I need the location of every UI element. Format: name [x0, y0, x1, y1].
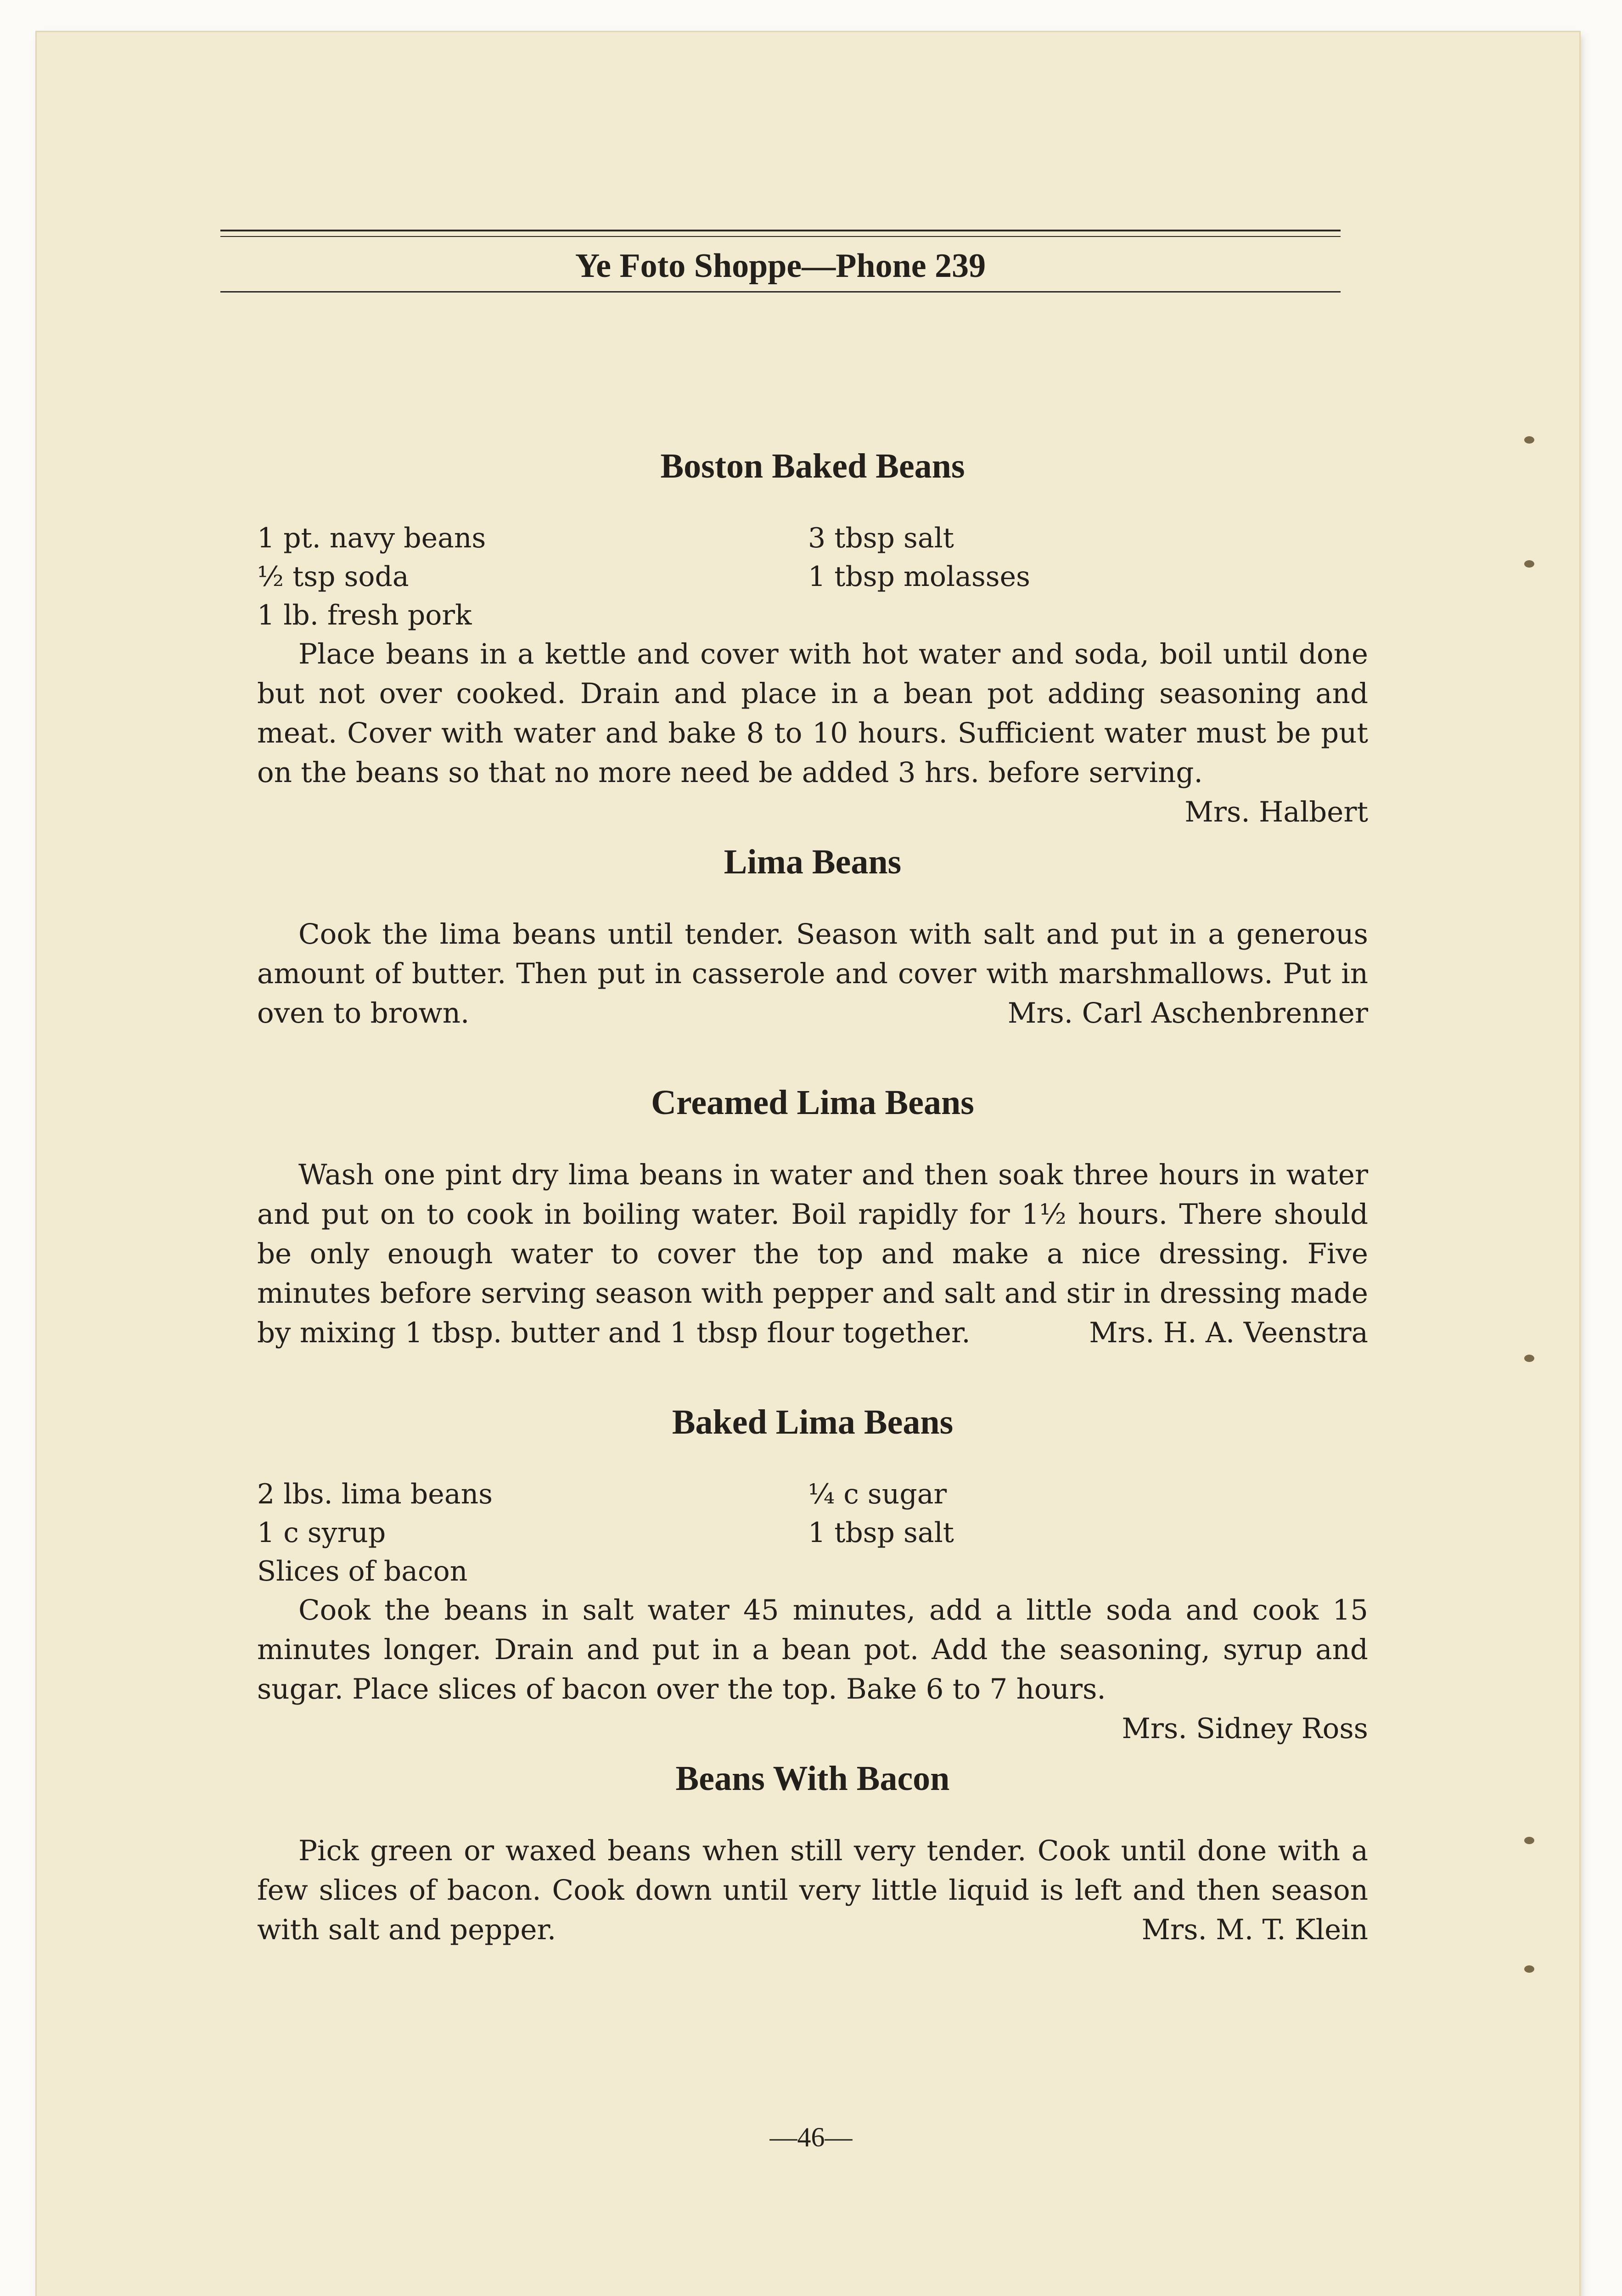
header-rule: [220, 291, 1341, 293]
recipe-body: Pick green or waxed beans when still very tender. Cook until done with a few slices of bacon. Cook down until very little liquid is left and then season with salt and pepper.: [257, 1835, 1368, 1946]
ingredient: 1 c syrup: [257, 1517, 386, 1549]
recipe-instructions: [257, 635, 1368, 828]
binding-hole: [1524, 1355, 1534, 1362]
ingredient: 1 tbsp salt: [808, 1517, 954, 1549]
recipe-instructions: [257, 1155, 1368, 1353]
recipe-author: Mrs. Carl Aschenbrenner: [1007, 997, 1368, 1030]
recipe-baked-lima-beans: [257, 1397, 1368, 1745]
ingredient: 1 lb. fresh pork: [257, 599, 472, 631]
recipe-title: Creamed Lima Beans: [651, 1083, 974, 1122]
ingredient-list: [257, 519, 1368, 635]
recipe-body: Cook the lima beans until tender. Season with salt and put in a generous amount of butter. Then put in casserole and cover with marshmallows. Put in oven to brown.: [257, 918, 1368, 1030]
ingredient: 2 lbs. lima beans: [257, 1478, 493, 1510]
header-rule: [220, 230, 1341, 231]
ingredient: 1 pt. navy beans: [257, 522, 486, 554]
page-header: [220, 230, 1341, 293]
recipe-title: Baked Lima Beans: [672, 1403, 954, 1441]
recipe-title: Boston Baked Beans: [660, 447, 965, 485]
page-number: —46—: [769, 2122, 853, 2152]
recipe-instructions: [257, 1591, 1368, 1745]
ingredient: Slices of bacon: [257, 1555, 468, 1587]
recipe-instructions: [257, 915, 1368, 1033]
recipe-body: Wash one pint dry lima beans in water and then soak three hours in water and put on to cook in boiling water. Boil rapidly for 1½ hours. There should be only enough water to cover the top and make a nice dressing. Five minutes before serving season with pepper and salt and stir in dressing made by mixing 1 tbsp. butter and 1 tbsp flour together.: [257, 1159, 1368, 1349]
recipe-body: Cook the beans in salt water 45 minutes, add a little soda and cook 15 minutes longer. Drain and put in a bean pot. Add the seasoning, syrup and sugar. Place slices of bacon over the top. Bake 6 to 7 hours.: [257, 1594, 1368, 1705]
header-title: Ye Foto Shoppe—Phone 239: [575, 247, 986, 285]
recipe-lima-beans: [257, 837, 1368, 1033]
recipe-boston-baked-beans: [257, 441, 1368, 828]
binding-hole: [1524, 436, 1534, 444]
recipe-title: Beans With Bacon: [675, 1759, 950, 1798]
recipe-author: Mrs. Halbert: [1184, 796, 1368, 828]
ingredient: 1 tbsp molasses: [808, 561, 1030, 593]
recipe-body: Place beans in a kettle and cover with hot water and soda, boil until done but not over cooked. Drain and place in a bean pot adding seasoning and meat. Cover with water and bake 8 to 10 hours. Sufficient water must be put on the beans so that no more need be added 3 hrs. before serving.: [257, 638, 1368, 789]
ingredient-list: [257, 1475, 1368, 1591]
recipe-author: Mrs. Sidney Ross: [1122, 1712, 1368, 1745]
binding-hole: [1524, 1837, 1534, 1844]
ingredient: ½ tsp soda: [257, 561, 409, 593]
recipe-creamed-lima-beans: [257, 1077, 1368, 1353]
recipe-list: [257, 441, 1368, 1994]
recipe-title: Lima Beans: [724, 843, 902, 881]
recipe-beans-with-bacon: [257, 1753, 1368, 1950]
recipe-author: Mrs. H. A. Veenstra: [1089, 1317, 1368, 1349]
binding-hole: [1524, 560, 1534, 568]
ingredient: 3 tbsp salt: [808, 522, 954, 554]
binding-hole: [1524, 1965, 1534, 1973]
recipe-instructions: [257, 1831, 1368, 1950]
recipe-author: Mrs. M. T. Klein: [1141, 1913, 1368, 1946]
ingredient: ¼ c sugar: [808, 1478, 947, 1510]
